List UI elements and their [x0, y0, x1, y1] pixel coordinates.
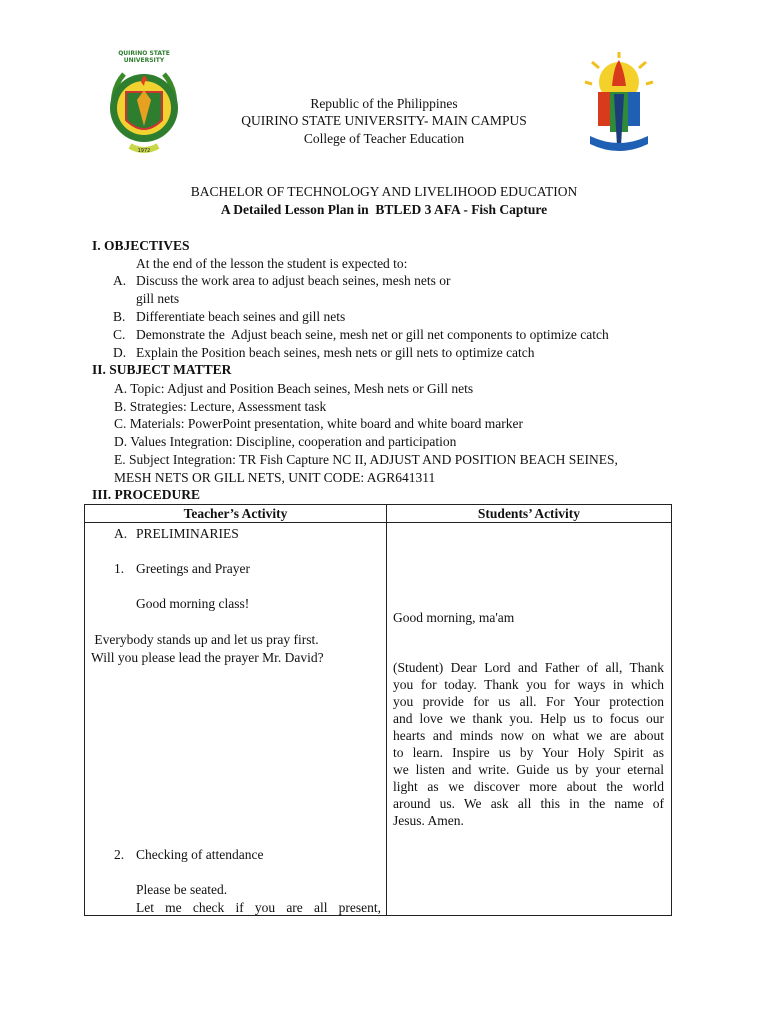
- objective-text: Differentiate beach seines and gill nets: [136, 309, 346, 324]
- teacher-stand-up: Everybody stands up and let us pray first.: [91, 632, 319, 647]
- teacher-activity-cell: [85, 523, 387, 916]
- objectives-intro: At the end of the lesson the student is expected to:: [136, 256, 408, 271]
- teacher-activity-header: Teacher’s Activity: [85, 505, 387, 523]
- greetings-label: 1.: [114, 561, 125, 576]
- subject-matter-item: D. Values Integration: Discipline, cooperation and participation: [114, 434, 457, 449]
- seal-text: QUIRINO STATE UNIVERSITY: [118, 50, 170, 64]
- objective-text: Demonstrate the Adjust beach seine, mesh net or gill net components to optimize catch: [136, 327, 609, 342]
- subject-matter-item: B. Strategies: Lecture, Assessment task: [114, 399, 327, 414]
- prayer-line: you for today. Thank you for ways in which: [393, 677, 664, 692]
- student-prayer: [393, 659, 664, 829]
- republic-line: Republic of the Philippines: [310, 96, 458, 111]
- prayer-line: hearts and minds now on what we are about: [393, 728, 664, 743]
- prayer-line: to learn. Inspire us by Your Holy Spirit as: [393, 745, 664, 760]
- teacher-lead-prayer: Will you please lead the prayer Mr. David?: [91, 650, 324, 665]
- prayer-line: we listen and write. Guide us by your eternal: [393, 762, 664, 777]
- objectives-heading: I. OBJECTIVES: [92, 238, 190, 253]
- subject-matter-item: A. Topic: Adjust and Position Beach seines, Mesh nets or Gill nets: [114, 381, 474, 396]
- attendance-title: Checking of attendance: [136, 847, 264, 862]
- prayer-line: light as we discover more about the world: [393, 779, 664, 794]
- university-name: QUIRINO STATE UNIVERSITY- MAIN CAMPUS: [241, 113, 527, 128]
- students-activity-cell: [387, 523, 672, 916]
- attendance-label: 2.: [114, 847, 125, 862]
- prayer-line: you provide for us all. For Your protection: [393, 694, 664, 709]
- objective-text: gill nets: [136, 291, 180, 306]
- objective-label: A.: [113, 273, 127, 288]
- subject-matter-heading: II. SUBJECT MATTER: [92, 362, 232, 377]
- objective-label: B.: [113, 309, 126, 324]
- preliminaries-title: PRELIMINARIES: [136, 526, 239, 541]
- college-name: College of Teacher Education: [303, 131, 465, 146]
- teacher-good-morning: Good morning class!: [136, 596, 250, 611]
- students-activity-header: Students’ Activity: [387, 505, 672, 523]
- greetings-title: Greetings and Prayer: [136, 561, 250, 576]
- subject-matter-item: E. Subject Integration: TR Fish Capture NC II, ADJUST AND POSITION BEACH SEINES,: [114, 452, 618, 467]
- prayer-line: and love we thank you. Help us to focus our: [393, 711, 664, 726]
- procedure-table: [84, 504, 672, 916]
- teacher-check-present: Let me check if you are all present,: [136, 900, 381, 915]
- subject-matter-item: MESH NETS OR GILL NETS, UNIT CODE: AGR641311: [114, 470, 436, 485]
- teacher-be-seated: Please be seated.: [136, 882, 228, 897]
- preliminaries-label: A.: [114, 526, 128, 541]
- degree-title: BACHELOR OF TECHNOLOGY AND LIVELIHOOD EDUCATION: [190, 184, 578, 199]
- prayer-line: around us. We ask all this in the name of: [393, 796, 664, 811]
- objective-text: Explain the Position beach seines, mesh nets or gill nets to optimize catch: [136, 345, 535, 360]
- subject-matter-item: C. Materials: PowerPoint presentation, white board and white board marker: [114, 416, 524, 431]
- procedure-heading: III. PROCEDURE: [92, 487, 201, 502]
- objective-label: C.: [113, 327, 126, 342]
- objective-label: D.: [113, 345, 127, 360]
- students-good-morning: Good morning, ma'am: [393, 610, 515, 625]
- lesson-plan-title: A Detailed Lesson Plan in BTLED 3 AFA - Fish Capture: [220, 202, 548, 217]
- prayer-line: (Student) Dear Lord and Father of all, Thank: [393, 660, 664, 675]
- seal-year: 1972: [137, 148, 151, 154]
- objective-text: Discuss the work area to adjust beach seines, mesh nets or: [136, 273, 451, 288]
- prayer-line: Jesus. Amen.: [393, 813, 464, 828]
